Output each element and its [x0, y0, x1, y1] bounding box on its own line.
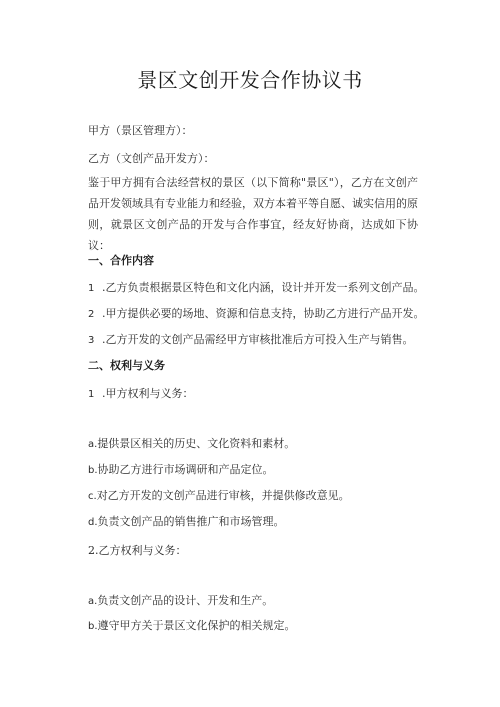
item-text: .甲方权利与义务： — [102, 387, 194, 400]
item-text: 对乙方开发的文创产品进行审核，并提供修改意见。 — [96, 489, 350, 502]
party-b-item-b — [88, 617, 296, 633]
preamble-paragraph: 鉴于甲方拥有合法经营权的景区（以下简称"景区"），乙方在文创产品开发领域具有专业能力和经验，双方本着平等自愿、诚实信用的原则，就景区文创产品的开发与合作事宜，经友好协商，达成如下协议： — [88, 176, 418, 252]
cooperation-item-1 — [88, 279, 425, 295]
party-a-item-b — [88, 461, 274, 477]
item-text: 协助乙方进行市场调研和产品定位。 — [97, 463, 274, 476]
item-number: 2 — [88, 309, 95, 320]
item-letter: a. — [88, 439, 98, 450]
item-letter: c. — [88, 491, 97, 502]
item-text: 负责文创产品的设计、开发和生产。 — [97, 594, 274, 607]
item-letter: d. — [88, 517, 98, 528]
section-heading-rights: 二、权利与义务 — [88, 359, 165, 372]
item-text: .乙方开发的文创产品需经甲方审核批准后方可投入生产与销售。 — [102, 333, 414, 346]
party-a-line: 甲方（景区管理方）： — [88, 124, 193, 137]
cooperation-item-3 — [88, 331, 414, 347]
item-text: .乙方负责根据景区特色和文化内涵，设计并开发一系列文创产品。 — [102, 281, 425, 294]
party-a-rights-header — [88, 385, 194, 401]
document-title: 景区文创开发合作协议书 — [137, 68, 363, 92]
party-b-line: 乙方（文创产品开发方）： — [88, 152, 215, 165]
party-b-rights-header: 2.乙方权利与义务： — [88, 544, 187, 557]
party-a-item-d — [88, 513, 285, 529]
item-text: 负责文创产品的销售推广和市场管理。 — [97, 515, 285, 528]
party-a-item-c — [88, 487, 350, 503]
item-text: 遵守甲方关于景区文化保护的相关规定。 — [97, 619, 296, 632]
party-b-item-a — [88, 592, 273, 608]
item-letter: b. — [88, 465, 98, 476]
item-text: 提供景区相关的历史、文化资料和素材。 — [97, 437, 296, 450]
party-a-item-a — [88, 435, 295, 451]
item-letter: b. — [88, 621, 98, 632]
cooperation-item-2 — [88, 305, 425, 321]
item-text: .甲方提供必要的场地、资源和信息支持，协助乙方进行产品开发。 — [102, 307, 425, 320]
item-number: 3 — [88, 335, 95, 346]
section-heading-cooperation: 一、合作内容 — [88, 254, 154, 267]
item-letter: a. — [88, 596, 98, 607]
item-number: 1 — [88, 283, 95, 294]
item-number: 1 — [88, 389, 95, 400]
